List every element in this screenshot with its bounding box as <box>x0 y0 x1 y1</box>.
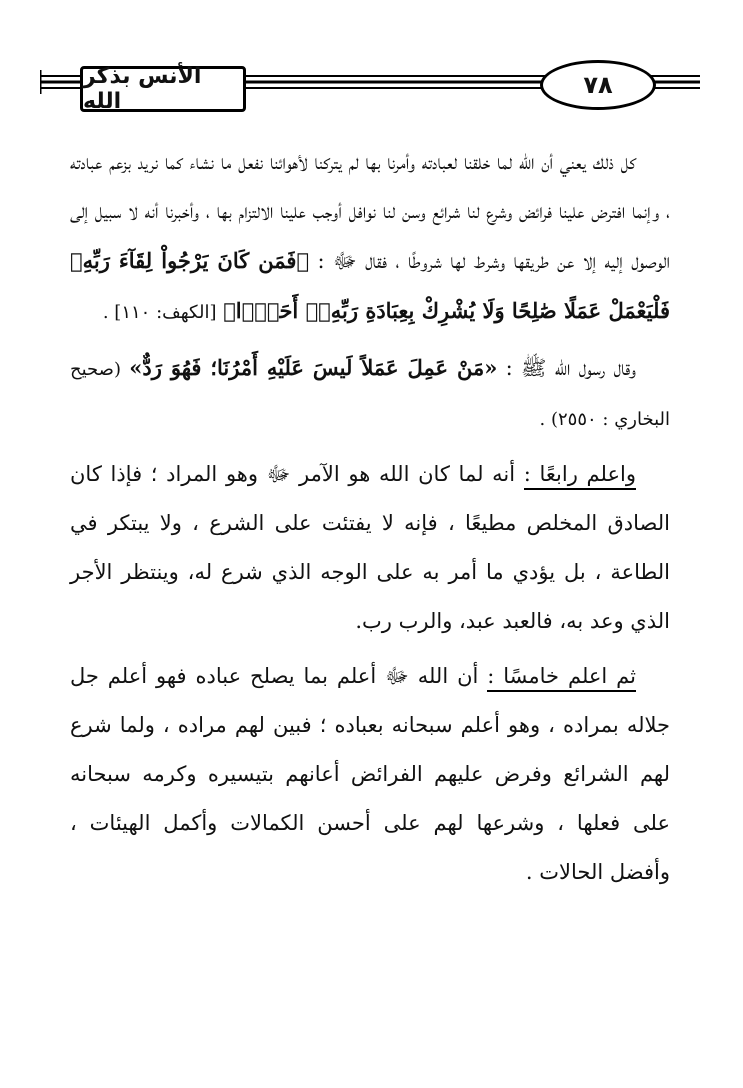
book-title: الأنس بذكر الله <box>80 66 246 112</box>
paragraph-2 <box>70 343 670 444</box>
paragraph-3-label: واعلم رابعًا : <box>524 462 636 490</box>
paragraph-3 <box>70 450 670 646</box>
paragraph-3-text: أنه لما كان الله هو الآمر ﷻ وهو المراد ؛ فإذا كان الصادق المخلص مطيعًا ، فإنه لا يفتئت على الشرع ، ولا يبتكر في الطاعة ، بل يؤدي ما أمر به على الوجه الذي شرع له، وينتظر الأجر الذي وعد به، فالعبد عبد، والرب رب. <box>70 462 670 633</box>
hadith-text: «مَنْ عَمِلَ عَمَلاً لَيسَ عَلَيْهِ أَمْرُنَا؛ فَهُوَ رَدٌّ» <box>129 355 498 380</box>
page-body <box>70 138 670 897</box>
paragraph-1-text: كل ذلك يعني أن الله لما خلقنا لعبادته وأمرنا بها لم يتركنا لأهوائنا نفعل ما نشاء كما نريد بزعم عبادته ، وإنما افترض علينا فرائض وشرع لنا شرائع وسن لنا نوافل أوجب علينا الالتزام بها ، وأخبرنا أنه لا سبيل إلى الوصول إليه إلا عن طريقها وشرط لها شروطًا ، فقال ﷻ : <box>70 150 670 273</box>
paragraph-2-intro: وقال رسول الله ﷺ : <box>505 356 636 380</box>
paragraph-4-label: ثم اعلم خامسًا : <box>487 664 636 692</box>
paragraph-1 <box>70 138 670 337</box>
quran-verse: ﴿فَمَن كَانَ يَرْجُواْ لِقَآءَ رَبِّهِۦ فَلْيَعْمَلْ عَمَلًا صَٰلِحًا وَلَا يُشْرِكْ بِعِبَادَةِ رَبِّهِۦٓ أَحَدًۢا﴾ <box>70 248 670 323</box>
quran-reference: [الكهف: ١١٠] . <box>102 302 217 323</box>
paragraph-4-text: أن الله ﷻ أعلم بما يصلح عباده فهو أعلم جل جلاله بمراده ، وهو أعلم سبحانه بعباده ؛ فبين لهم مراده ، ولما شرع لهم الشرائع وفرض عليهم الفرائض أعانهم بتيسيره وكرمه سبحانه على فعلها ، وشرعها لهم على أحسن الكمالات وأكمل الهيئات ، وأفضل الحالات . <box>70 664 670 884</box>
paragraph-4 <box>70 652 670 897</box>
page-number: ٧٨ <box>540 60 656 110</box>
hadith-reference: (صحيح البخاري : ٢٥٥٠) . <box>70 359 670 430</box>
